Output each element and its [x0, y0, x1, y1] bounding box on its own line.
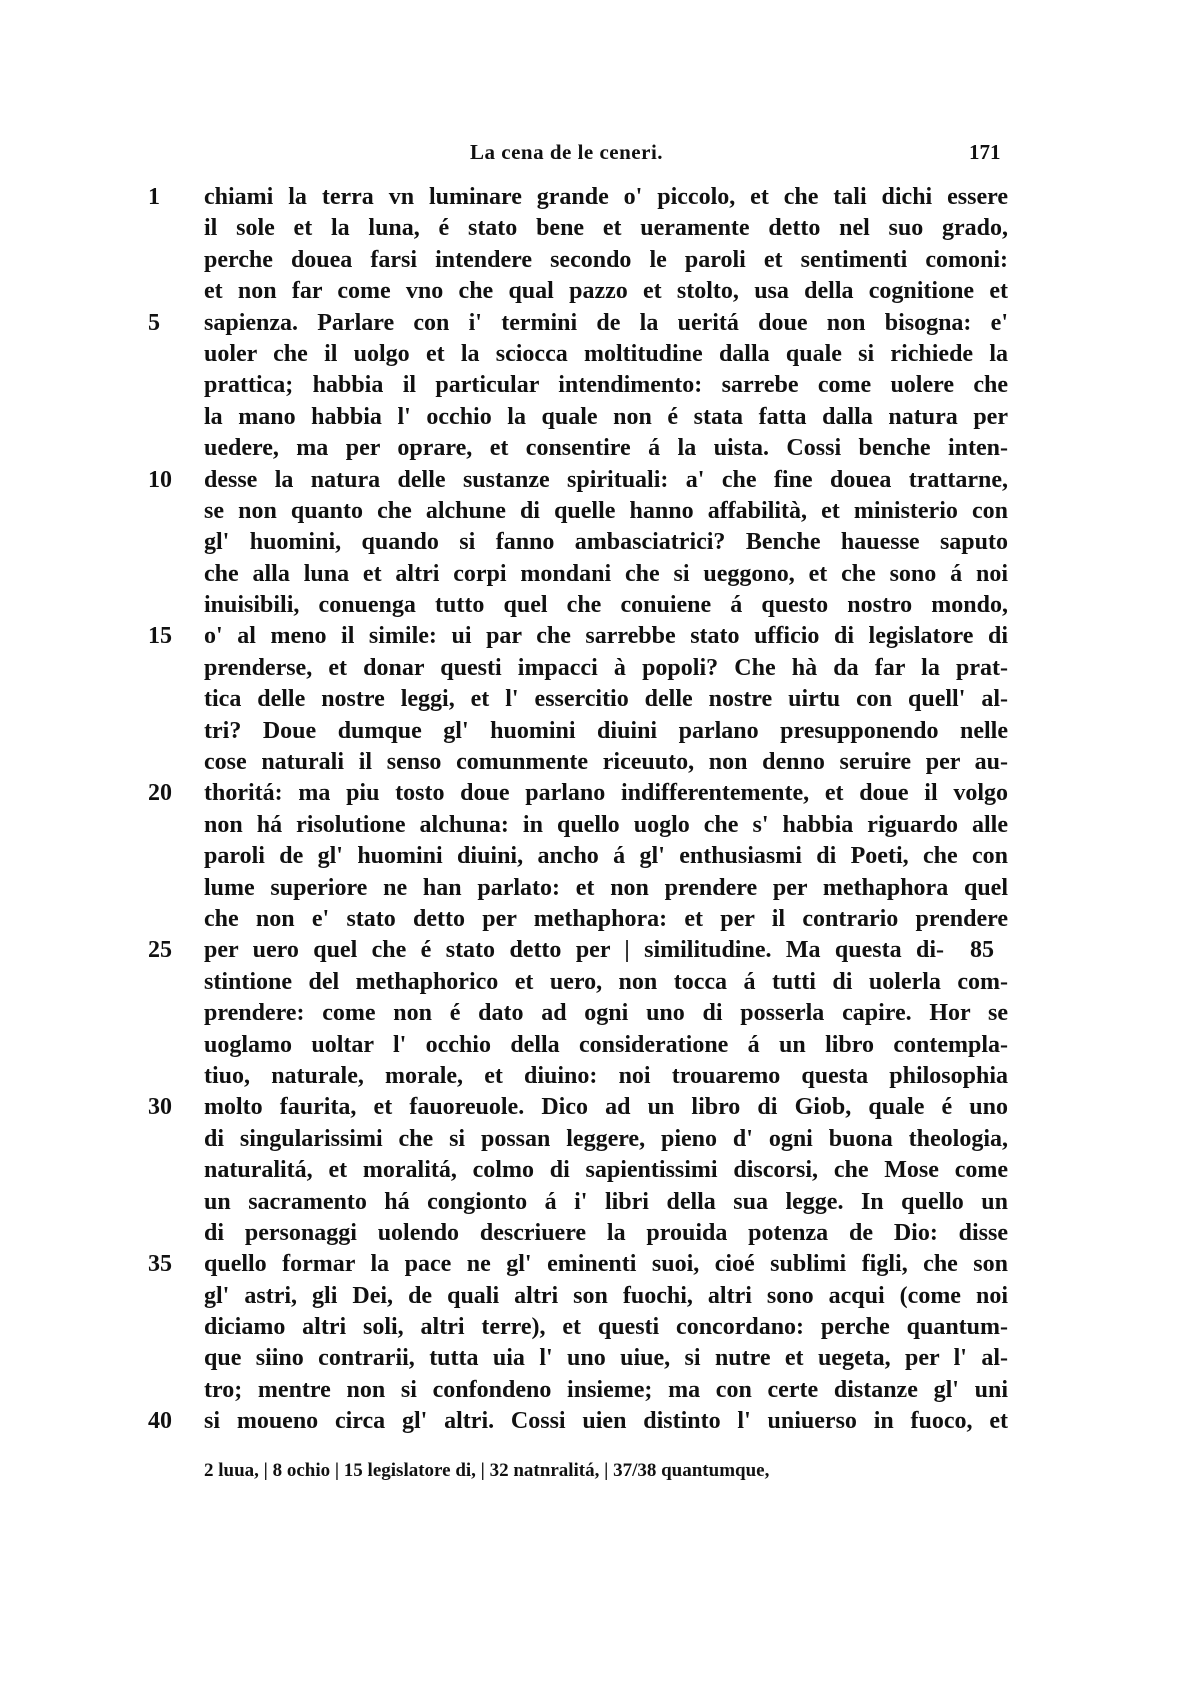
line-text: la mano habbia l' occhio la quale non é stata fatta dalla natura per — [204, 403, 1008, 430]
text-line — [0, 402, 1193, 433]
line-text: tica delle nostre leggi, et l' essercitio delle nostre uirtu con quell' al- — [204, 686, 1008, 713]
line-number: 10 — [148, 466, 172, 493]
text-line — [0, 559, 1193, 590]
page-number: 171 — [969, 140, 1001, 164]
text-line — [0, 1281, 1193, 1312]
text-line — [0, 1155, 1193, 1186]
text-line — [0, 339, 1193, 370]
line-text: inuisibili, conuenga tutto quel che conuiene á questo nostro mondo, — [204, 592, 1008, 619]
line-text: il sole et la luna, é stato bene et ueramente detto nel suo grado, — [204, 215, 1008, 242]
body-text — [0, 182, 1193, 1438]
text-line — [0, 935, 1193, 966]
text-line — [0, 1375, 1193, 1406]
line-text: gl' astri, gli Dei, de quali altri son fuochi, altri sono acqui (come noi — [204, 1282, 1008, 1309]
text-line — [0, 1187, 1193, 1218]
text-line — [0, 841, 1193, 872]
line-text: chiami la terra vn luminare grande o' piccolo, et che tali dichi essere — [204, 184, 1008, 210]
line-text: uoler che il uolgo et la sciocca moltitudine dalla quale si richiede la — [204, 340, 1008, 367]
line-number: 20 — [148, 780, 172, 807]
line-text: tri? Doue dumque gl' huomini diuini parlano presupponendo nelle — [204, 717, 1008, 744]
text-line — [0, 465, 1193, 496]
text-line — [0, 778, 1193, 809]
line-number: 40 — [148, 1408, 172, 1435]
text-line — [0, 1061, 1193, 1092]
text-line — [0, 1218, 1193, 1249]
line-text: desse la natura delle sustanze spirituali: a' che fine douea trattarne, — [204, 466, 1008, 493]
running-head: La cena de le ceneri. — [470, 140, 664, 164]
text-line — [0, 967, 1193, 998]
text-line — [0, 1312, 1193, 1343]
line-number: 1 — [148, 184, 160, 210]
line-text: perche douea farsi intendere secondo le paroli et sentimenti comoni: — [204, 246, 1008, 273]
line-text: et non far come vno che qual pazzo et stolto, usa della cognitione et — [204, 278, 1008, 305]
text-line — [0, 590, 1193, 621]
margin-reference: 85 — [970, 937, 994, 964]
line-text: naturalitá, et moralitá, colmo di sapientissimi discorsi, che Mose come — [204, 1157, 1008, 1184]
text-line — [0, 621, 1193, 652]
text-line — [0, 1092, 1193, 1123]
text-line — [0, 433, 1193, 464]
line-text: stintione del methaphorico et uero, non tocca á tutti di uolerla com- — [204, 968, 1008, 995]
text-line — [0, 527, 1193, 558]
line-text: prenderse, et donar questi impacci à popoli? Che hà da far la prat- — [204, 654, 1008, 681]
text-line — [0, 1406, 1193, 1437]
line-text: molto faurita, et fauoreuole. Dico ad un libro di Giob, quale é uno — [204, 1094, 1008, 1121]
line-text: gl' huomini, quando si fanno ambasciatrici? Benche hauesse saputo — [204, 529, 1008, 556]
text-line — [0, 1030, 1193, 1061]
line-text: thoritá: ma piu tosto doue parlano indifferentemente, et doue il volgo — [204, 780, 1008, 807]
line-text: cose naturali il senso comunmente riceuuto, non denno seruire per au- — [204, 749, 1008, 776]
line-text: sapienza. Parlare con i' termini de la ueritá doue non bisogna: e' — [204, 309, 1008, 336]
line-text: que siino contrarii, tutta uia l' uno uiue, si nutre et uegeta, per l' al- — [204, 1345, 1008, 1372]
text-line — [0, 308, 1193, 339]
text-line — [0, 904, 1193, 935]
line-number: 5 — [148, 309, 160, 336]
line-text: prendere: come non é dato ad ogni uno di posserla capire. Hor se — [204, 1000, 1008, 1027]
footnote-apparatus: 2 luua, | 8 ochio | 15 legislatore di, | 32 natnralitá, | 37/38 quantumque, — [204, 1460, 770, 1481]
line-text: tro; mentre non si confondeno insieme; ma con certe distanze gl' uni — [204, 1376, 1008, 1403]
text-line — [0, 873, 1193, 904]
line-number: 30 — [148, 1094, 172, 1121]
line-text: per uero quel che é stato detto per | similitudine. Ma questa di- — [204, 937, 944, 964]
text-line — [0, 496, 1193, 527]
line-text: prattica; habbia il particular intendimento: sarrebe come uolere che — [204, 372, 1008, 399]
line-text: uedere, ma per oprare, et consentire á la uista. Cossi benche inten- — [204, 435, 1008, 462]
text-line — [0, 213, 1193, 244]
line-number: 25 — [148, 937, 172, 964]
text-line — [0, 1124, 1193, 1155]
line-text: che alla luna et altri corpi mondani che si ueggono, et che sono á noi — [204, 560, 1008, 587]
text-line — [0, 276, 1193, 307]
text-line — [0, 810, 1193, 841]
line-text: paroli de gl' huomini diuini, ancho á gl' enthusiasmi di Poeti, che con — [204, 843, 1008, 870]
line-text: o' al meno il simile: ui par che sarrebbe stato ufficio di legislatore di — [204, 623, 1008, 650]
line-text: quello formar la pace ne gl' eminenti suoi, cioé sublimi figli, che son — [204, 1251, 1008, 1278]
text-line — [0, 747, 1193, 778]
line-text: un sacramento há congionto á i' libri della sua legge. In quello un — [204, 1188, 1008, 1215]
line-text: che non e' stato detto per methaphora: et per il contrario prendere — [204, 905, 1008, 932]
line-text: non há risolutione alchuna: in quello uoglo che s' habbia riguardo alle — [204, 811, 1008, 838]
line-text: se non quanto che alchune di quelle hanno affabilità, et ministerio con — [204, 497, 1008, 524]
line-text: di singularissimi che si possan leggere, pieno d' ogni buona theologia, — [204, 1125, 1008, 1152]
text-line — [0, 653, 1193, 684]
line-text: diciamo altri soli, altri terre), et questi concordano: perche quantum- — [204, 1314, 1008, 1341]
line-number: 15 — [148, 623, 172, 650]
line-text: tiuo, naturale, morale, et diuino: noi trouaremo questa philosophia — [204, 1062, 1008, 1089]
text-line — [0, 716, 1193, 747]
text-line — [0, 1249, 1193, 1280]
line-text: uoglamo uoltar l' occhio della consideratione á un libro contempla- — [204, 1031, 1008, 1058]
text-line — [0, 998, 1193, 1029]
text-line — [0, 1343, 1193, 1374]
text-line — [0, 245, 1193, 276]
text-line — [0, 684, 1193, 715]
text-line — [0, 370, 1193, 401]
line-text: di personaggi uolendo descriuere la prouida potenza de Dio: disse — [204, 1219, 1008, 1246]
line-text: lume superiore ne han parlato: et non prendere per methaphora quel — [204, 874, 1008, 901]
line-text: si moueno circa gl' altri. Cossi uien distinto l' uniuerso in fuoco, et — [204, 1408, 1008, 1435]
line-number: 35 — [148, 1251, 172, 1278]
text-line — [0, 182, 1193, 213]
